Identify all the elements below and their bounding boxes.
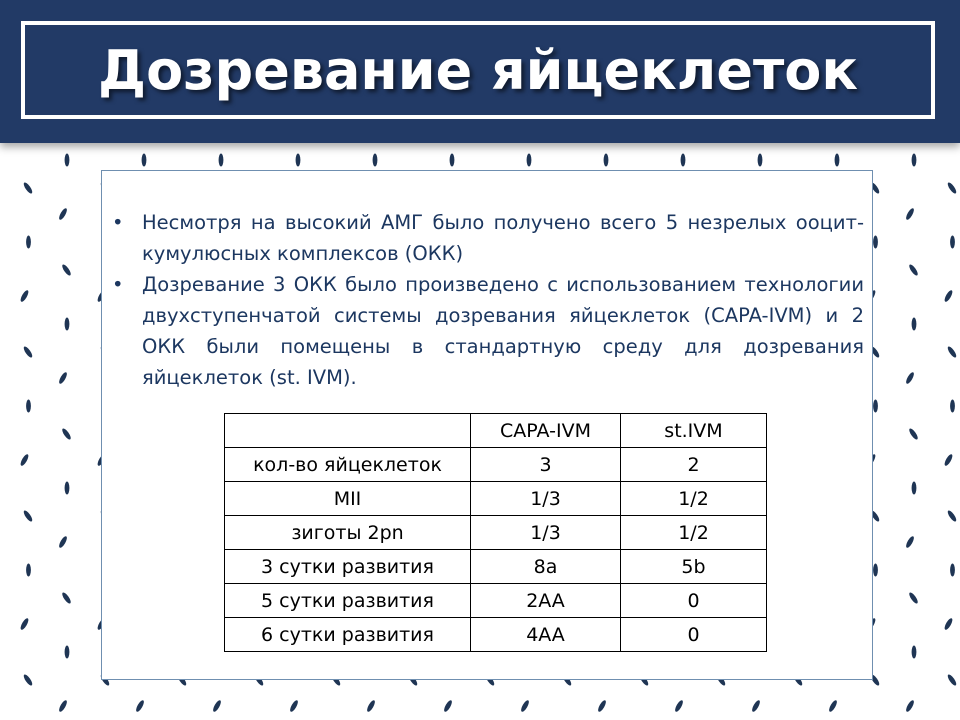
pattern-leaf bbox=[19, 617, 30, 631]
pattern-leaf bbox=[65, 154, 70, 167]
table-cell bbox=[225, 414, 471, 448]
pattern-leaf bbox=[135, 699, 146, 713]
pattern-leaf bbox=[22, 345, 33, 358]
pattern-leaf bbox=[366, 699, 377, 713]
pattern-leaf bbox=[912, 154, 917, 167]
pattern-leaf bbox=[527, 154, 532, 167]
table-cell: 1/3 bbox=[471, 516, 621, 550]
table-cell: MII bbox=[225, 482, 471, 516]
pattern-leaf bbox=[950, 564, 955, 577]
table-cell: зиготы 2pn bbox=[225, 516, 471, 550]
pattern-leaf bbox=[597, 699, 608, 713]
content-panel bbox=[101, 170, 873, 680]
table-cell: 8a bbox=[471, 550, 621, 584]
pattern-leaf bbox=[758, 154, 763, 167]
table-header-row bbox=[225, 414, 767, 448]
pattern-leaf bbox=[58, 699, 69, 713]
pattern-leaf bbox=[943, 617, 954, 631]
pattern-leaf bbox=[946, 345, 957, 358]
pattern-leaf bbox=[604, 154, 609, 167]
pattern-leaf bbox=[61, 591, 72, 604]
pattern-leaf bbox=[873, 400, 878, 413]
pattern-leaf bbox=[289, 699, 300, 713]
pattern-leaf bbox=[946, 181, 957, 194]
table-cell: 6 сутки развития bbox=[225, 618, 471, 652]
table-cell: CAPA-IVM bbox=[471, 414, 621, 448]
pattern-leaf bbox=[681, 154, 686, 167]
table-cell: 2AA bbox=[471, 584, 621, 618]
table-cell: 1/3 bbox=[471, 482, 621, 516]
pattern-leaf bbox=[751, 699, 762, 713]
table-row bbox=[225, 618, 767, 652]
pattern-leaf bbox=[912, 482, 917, 495]
pattern-leaf bbox=[908, 427, 919, 440]
pattern-leaf bbox=[212, 699, 223, 713]
pattern-leaf bbox=[26, 236, 31, 249]
pattern-leaf bbox=[65, 646, 70, 659]
title-bar bbox=[0, 0, 960, 143]
table-cell: 3 сутки развития bbox=[225, 550, 471, 584]
table-cell: 1/2 bbox=[621, 482, 767, 516]
table-cell: 5b bbox=[621, 550, 767, 584]
pattern-leaf bbox=[296, 154, 301, 167]
bullet-list bbox=[112, 207, 864, 393]
table-cell: 4AA bbox=[471, 618, 621, 652]
pattern-leaf bbox=[58, 535, 69, 549]
pattern-leaf bbox=[943, 289, 954, 303]
pattern-leaf bbox=[58, 207, 69, 221]
pattern-leaf bbox=[946, 673, 957, 686]
pattern-leaf bbox=[873, 236, 878, 249]
pattern-leaf bbox=[26, 400, 31, 413]
pattern-leaf bbox=[450, 154, 455, 167]
pattern-leaf bbox=[905, 535, 916, 549]
slide-title: Дозревание яйцеклеток bbox=[97, 38, 859, 102]
pattern-leaf bbox=[22, 181, 33, 194]
table-cell: 5 сутки развития bbox=[225, 584, 471, 618]
table-cell: 1/2 bbox=[621, 516, 767, 550]
table-cell: 2 bbox=[621, 448, 767, 482]
table-row bbox=[225, 550, 767, 584]
pattern-leaf bbox=[912, 646, 917, 659]
pattern-leaf bbox=[65, 318, 70, 331]
table-cell: 0 bbox=[621, 618, 767, 652]
pattern-leaf bbox=[835, 154, 840, 167]
results-table bbox=[224, 413, 767, 652]
pattern-leaf bbox=[905, 371, 916, 385]
table-cell: кол-во яйцеклеток bbox=[225, 448, 471, 482]
pattern-leaf bbox=[905, 699, 916, 713]
pattern-leaf bbox=[22, 509, 33, 522]
pattern-leaf bbox=[142, 154, 147, 167]
pattern-leaf bbox=[443, 699, 454, 713]
pattern-leaf bbox=[61, 427, 72, 440]
pattern-leaf bbox=[905, 207, 916, 221]
pattern-leaf bbox=[219, 154, 224, 167]
pattern-leaf bbox=[373, 154, 378, 167]
pattern-leaf bbox=[674, 699, 685, 713]
pattern-leaf bbox=[950, 400, 955, 413]
pattern-leaf bbox=[65, 482, 70, 495]
pattern-leaf bbox=[58, 371, 69, 385]
pattern-leaf bbox=[61, 263, 72, 276]
pattern-leaf bbox=[943, 453, 954, 467]
table-row bbox=[225, 482, 767, 516]
pattern-leaf bbox=[946, 509, 957, 522]
pattern-leaf bbox=[950, 236, 955, 249]
pattern-leaf bbox=[908, 591, 919, 604]
pattern-leaf bbox=[908, 263, 919, 276]
pattern-leaf bbox=[19, 453, 30, 467]
pattern-leaf bbox=[26, 564, 31, 577]
bullet-item: • Несмотря на высокий АМГ было получено всего 5 незрелых ооцит-кумулюсных комплексов (ОКК) bbox=[112, 207, 864, 269]
table-row bbox=[225, 516, 767, 550]
pattern-leaf bbox=[912, 318, 917, 331]
pattern-leaf bbox=[873, 564, 878, 577]
pattern-leaf bbox=[22, 673, 33, 686]
table-row bbox=[225, 448, 767, 482]
table-cell: 3 bbox=[471, 448, 621, 482]
pattern-leaf bbox=[828, 699, 839, 713]
pattern-leaf bbox=[19, 289, 30, 303]
table-cell: 0 bbox=[621, 584, 767, 618]
pattern-leaf bbox=[520, 699, 531, 713]
table-row bbox=[225, 584, 767, 618]
table-cell: st.IVM bbox=[621, 414, 767, 448]
bullet-item: • Дозревание 3 ОКК было произведено с использованием технологии двухступенчатой системы дозревания яйцеклеток (CAPA-IVM) и 2 ОКК были помещены в стандартную среду для дозревания яйцеклеток (st. IVM). bbox=[112, 269, 864, 393]
